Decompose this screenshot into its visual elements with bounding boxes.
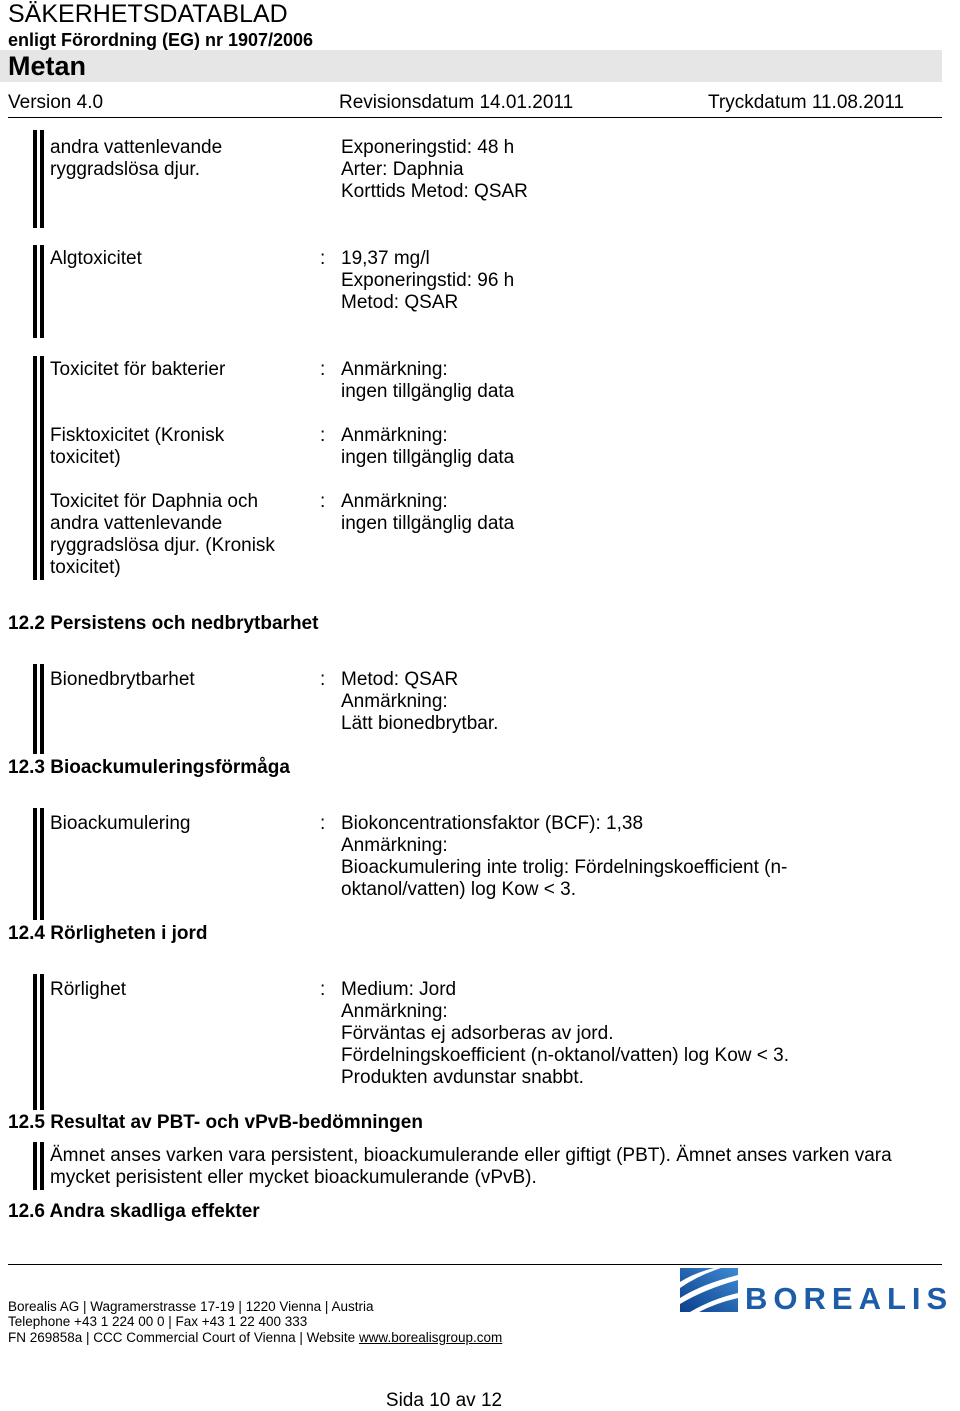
- label-line: Algtoxicitet: [50, 248, 142, 269]
- section-heading-mobility: 12.4 Rörligheten i jord: [8, 923, 208, 944]
- value-line: Anmärkning:: [341, 835, 448, 856]
- regulation-subtitle: enligt Förordning (EG) nr 1907/2006: [8, 30, 314, 50]
- borealis-wordmark: BOREALIS: [745, 1281, 954, 1316]
- revision-date: Revisionsdatum 14.01.2011: [339, 92, 574, 113]
- value-line: Anmärkning:: [341, 1001, 448, 1022]
- row-label: [50, 491, 315, 579]
- footer-address: Borealis AG | Wagramerstrasse 17-19 | 1220 Vienna | Austria: [8, 1299, 374, 1314]
- row-value: [341, 248, 951, 314]
- value-line: Förväntas ej adsorberas av jord.: [341, 1023, 614, 1044]
- product-name-band: [0, 50, 942, 82]
- section-heading-bioaccumulation: 12.3 Bioackumuleringsförmåga: [8, 757, 290, 778]
- value-line: Exponeringstid: 48 h: [341, 137, 515, 158]
- row-value: [341, 137, 951, 203]
- row-label: [50, 359, 315, 381]
- row-separator: :: [320, 813, 326, 834]
- document-title: SÄKERHETSDATABLAD: [8, 0, 288, 28]
- product-name: Metan: [8, 51, 87, 81]
- value-line: Anmärkning:: [341, 359, 448, 380]
- change-bar: [33, 245, 44, 338]
- change-bar: [33, 356, 44, 580]
- change-bar: [33, 974, 44, 1110]
- section-heading-other-effects: 12.6 Andra skadliga effekter: [8, 1201, 260, 1222]
- row-label: [50, 813, 315, 835]
- value-line: Lätt bionedbrytbar.: [341, 713, 499, 734]
- value-line: Biokoncentrationsfaktor (BCF): 1,38: [341, 813, 644, 834]
- label-line: ryggradslösa djur.: [50, 159, 200, 180]
- row-value: [341, 979, 951, 1089]
- value-line: ingen tillgänglig data: [341, 447, 515, 468]
- row-label: [50, 979, 315, 1001]
- value-line: Metod: QSAR: [341, 292, 459, 313]
- change-bar: [33, 130, 44, 228]
- value-line: Anmärkning:: [341, 425, 448, 446]
- row-separator: :: [320, 359, 326, 380]
- footer-registry: [8, 1330, 502, 1346]
- value-line: Anmärkning:: [341, 491, 448, 512]
- section-heading-pbt: 12.5 Resultat av PBT- och vPvB-bedömningen: [8, 1112, 423, 1133]
- website-link[interactable]: www.borealisgroup.com: [358, 1330, 503, 1345]
- row-value: [341, 425, 951, 469]
- page-number: Sida 10 av 12: [385, 1390, 503, 1411]
- value-line: Bioackumulering inte trolig: Fördelningskoefficient (n-: [341, 857, 788, 878]
- value-line: Korttids Metod: QSAR: [341, 181, 528, 202]
- value-line: Exponeringstid: 96 h: [341, 270, 515, 291]
- label-line: toxicitet): [50, 557, 121, 578]
- label-line: andra vattenlevande: [50, 137, 223, 158]
- label-line: Rörlighet: [50, 979, 127, 1000]
- pbt-statement: [50, 1145, 892, 1189]
- row-separator: :: [320, 979, 326, 1000]
- value-line: Produkten avdunstar snabbt.: [341, 1067, 584, 1088]
- value-line: Arter: Daphnia: [341, 159, 464, 180]
- value-line: Medium: Jord: [341, 979, 457, 1000]
- change-bar: [33, 808, 44, 920]
- label-line: Toxicitet för bakterier: [50, 359, 226, 380]
- footer-rule: [8, 1264, 942, 1265]
- row-label: [50, 137, 315, 181]
- header-rule: [8, 117, 942, 118]
- value-line: ingen tillgänglig data: [341, 513, 515, 534]
- label-line: Fisktoxicitet (Kronisk: [50, 425, 225, 446]
- row-separator: :: [320, 669, 326, 690]
- row-label: [50, 425, 315, 469]
- row-label: [50, 669, 315, 691]
- footer-registry-text: FN 269858a | CCC Commercial Court of Vienna | Website: [8, 1330, 356, 1345]
- row-label: [50, 248, 315, 270]
- row-value: [341, 491, 951, 535]
- version-label: Version 4.0: [8, 92, 104, 113]
- row-value: [341, 813, 951, 901]
- row-separator: :: [320, 248, 326, 269]
- value-line: Anmärkning:: [341, 691, 448, 712]
- footer-contact: Telephone +43 1 224 00 0 | Fax +43 1 22 400 333: [8, 1314, 308, 1329]
- borealis-emblem-icon: [680, 1268, 738, 1312]
- value-line: Fördelningskoefficient (n-oktanol/vatten) log Kow < 3.: [341, 1045, 789, 1066]
- value-line: oktanol/vatten) log Kow < 3.: [341, 879, 577, 900]
- label-line: Toxicitet för Daphnia och: [50, 491, 259, 512]
- change-bar: [33, 664, 44, 754]
- paragraph-line: mycket perisistent eller mycket bioackumulerande (vPvB).: [50, 1167, 537, 1188]
- print-date: Tryckdatum 11.08.2011: [708, 92, 905, 113]
- label-line: toxicitet): [50, 447, 121, 468]
- value-line: 19,37 mg/l: [341, 248, 430, 269]
- row-separator: :: [320, 425, 326, 446]
- label-line: ryggradslösa djur. (Kronisk: [50, 535, 275, 556]
- label-line: Bionedbrytbarhet: [50, 669, 195, 690]
- row-separator: :: [320, 491, 326, 512]
- change-bar: [33, 1142, 44, 1190]
- value-line: Metod: QSAR: [341, 669, 459, 690]
- paragraph-line: Ämnet anses varken vara persistent, bioackumulerande eller giftigt (PBT). Ämnet anses varken vara: [50, 1145, 892, 1166]
- label-line: andra vattenlevande: [50, 513, 223, 534]
- row-value: [341, 359, 951, 403]
- value-line: ingen tillgänglig data: [341, 381, 515, 402]
- label-line: Bioackumulering: [50, 813, 191, 834]
- section-heading-persistence: 12.2 Persistens och nedbrytbarhet: [8, 613, 319, 634]
- row-value: [341, 669, 951, 735]
